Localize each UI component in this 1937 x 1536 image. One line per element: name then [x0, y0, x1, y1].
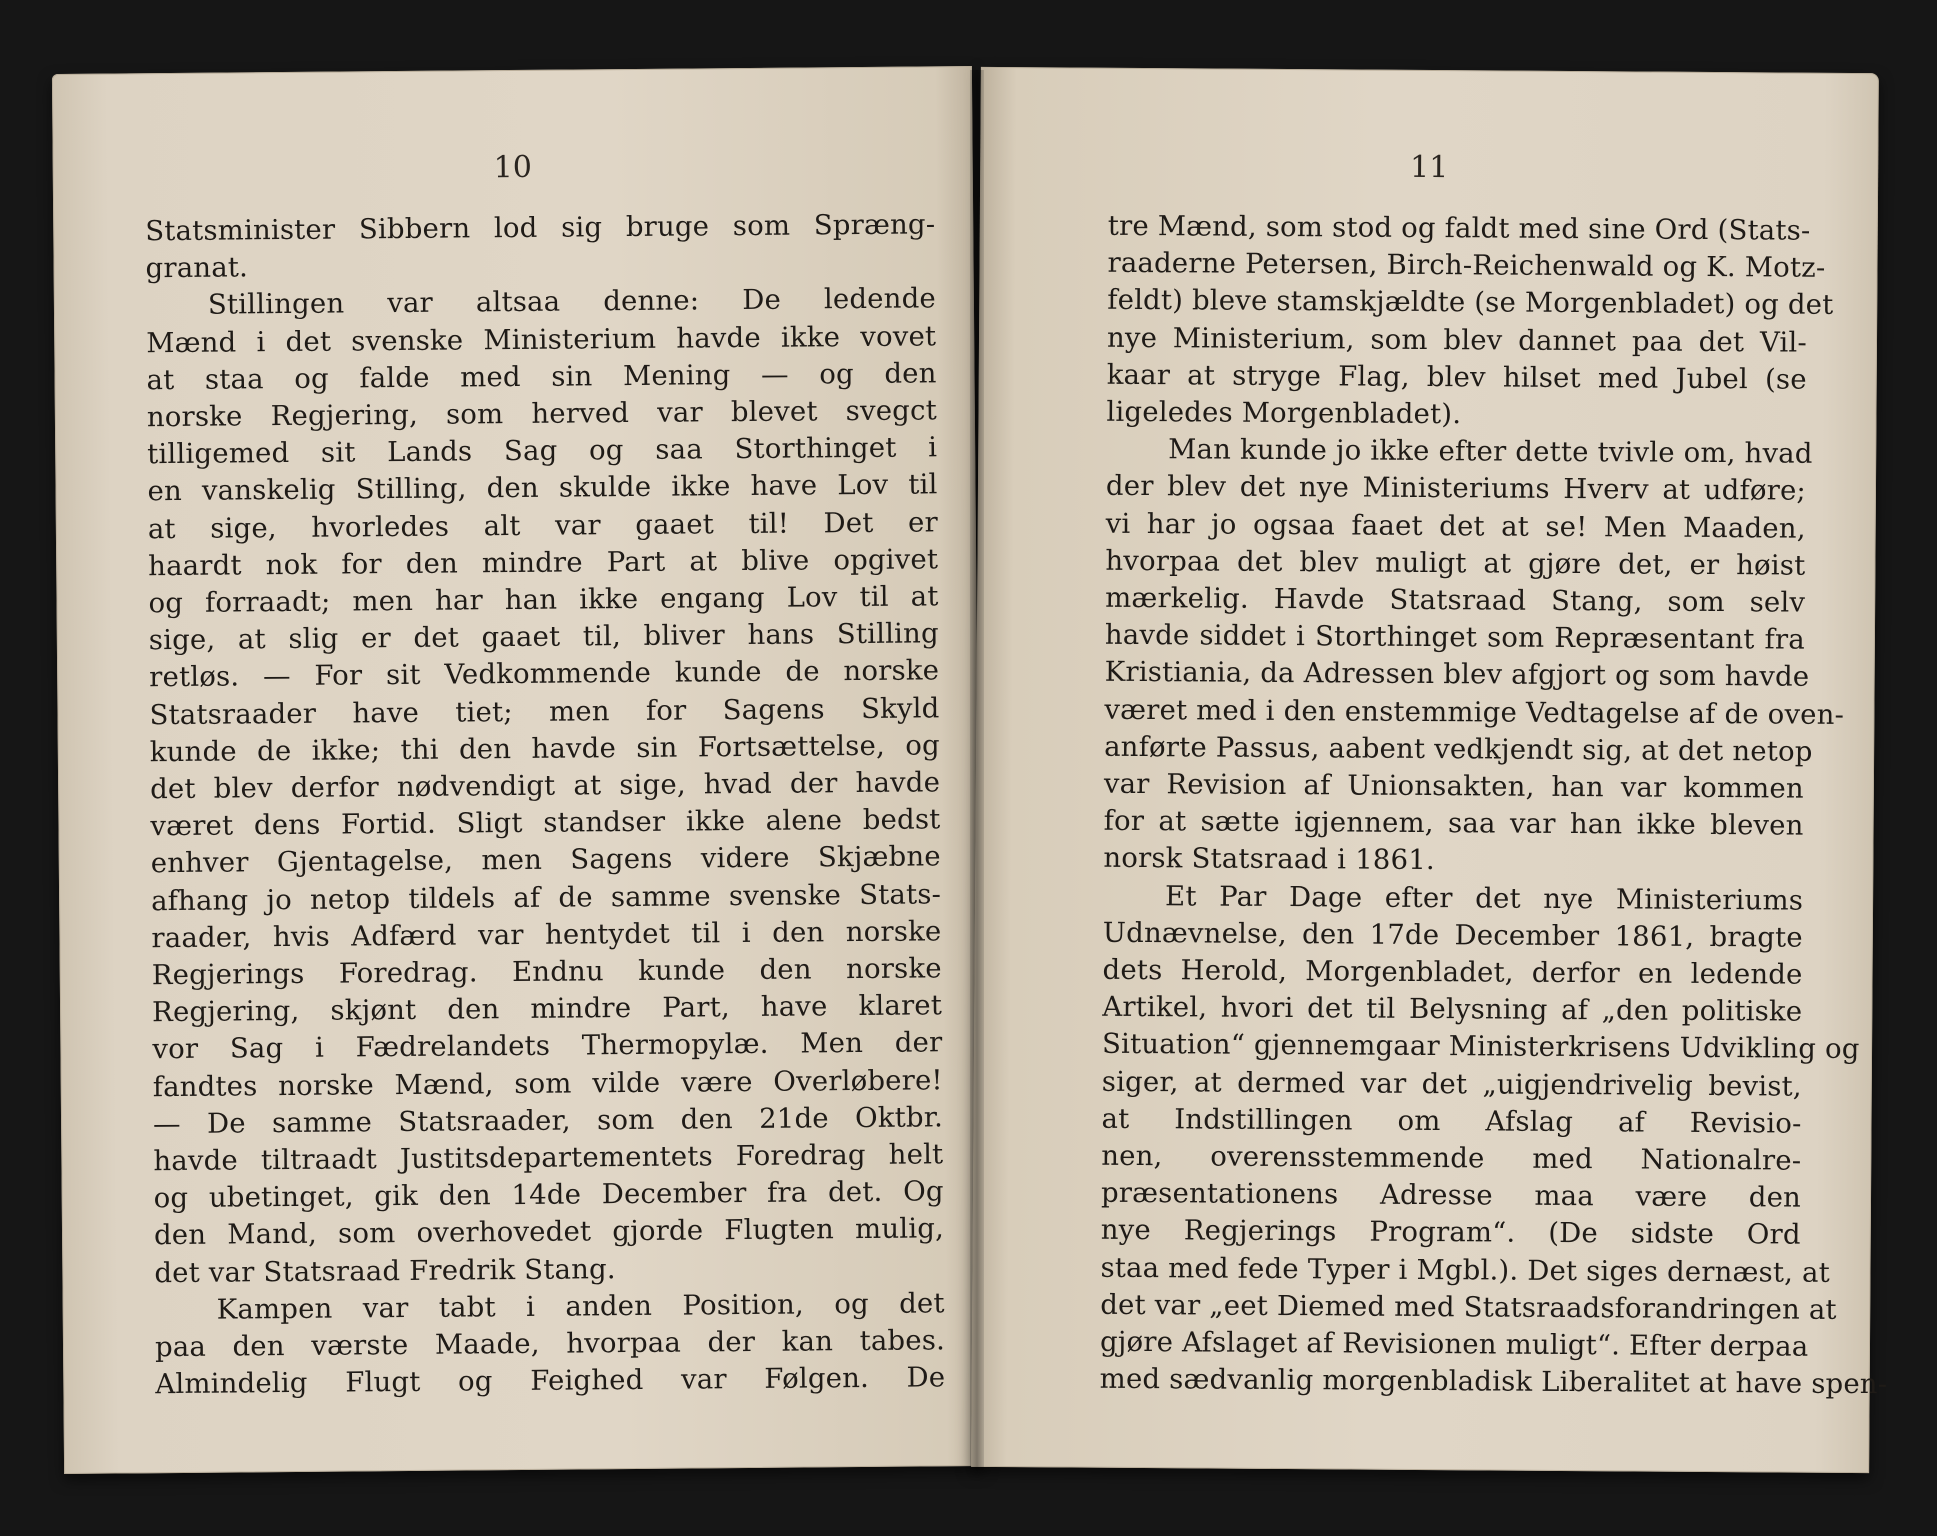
- text-line: afhang jo netop tildels af de samme svenske Stats-: [150, 877, 942, 917]
- text-line: det blev derfor nødvendigt at sige, hvad der havde: [150, 766, 941, 806]
- text-line: nye Regjerings Program“. (De sidste Ord: [1100, 1214, 1801, 1252]
- text-line: og forraadt; men har han ikke engang Lov til at: [148, 580, 939, 620]
- text-line: kunde de ikke; thi den havde sin Fortsættelse, og: [149, 729, 940, 769]
- page-number: 10: [493, 149, 532, 186]
- text-line: norske Regjering, som herved var blevet svegct: [146, 394, 938, 434]
- text-line: fandtes norske Mænd, som vilde være Overløbere!: [152, 1063, 943, 1103]
- text-line: raaderne Petersen, Birch-Reichenwald og K. Motz-: [1107, 246, 1826, 284]
- text-line: en vanskelig Stilling, den skulde ikke have Lov til: [147, 468, 938, 508]
- text-line: Kampen var tabt i anden Position, og det: [216, 1287, 945, 1326]
- text-line: Regjering, skjønt den mindre Part, have klaret: [151, 989, 943, 1029]
- text-line: og ubetinget, gik den 14de December fra det. Og: [153, 1175, 944, 1215]
- text-line: været dens Fortid. Sligt standser ikke alene bedst: [150, 803, 941, 843]
- text-line: raader, hvis Adfærd var hentydet til i den norske: [151, 915, 942, 955]
- text-line: med sædvanlig morgenbladisk Liberalitet at have spen-: [1099, 1363, 1888, 1401]
- text-line: Stillingen var altsaa denne: De ledende: [207, 282, 937, 322]
- text-line: norsk Statsraad i 1861.: [1103, 842, 1436, 877]
- text-line: kaar at stryge Flag, blev hilset med Jubel (se: [1106, 358, 1807, 396]
- text-line: ligeledes Morgenbladet).: [1106, 395, 1462, 431]
- text-line: granat.: [145, 251, 249, 285]
- right-page: [971, 67, 1888, 1473]
- text-line: for at sætte igjennem, saa var han ikke bleven: [1103, 805, 1804, 842]
- text-line: feldt) bleve stamskjældte (se Morgenbladet) og det: [1107, 284, 1834, 322]
- text-line: været med i den enstemmige Vedtagelse af de oven-: [1104, 693, 1845, 731]
- text-line: Et Par Dage efter det nye Ministeriums: [1165, 879, 1804, 917]
- text-line: Situation“ gjennemgaar Ministerkrisens Udvikling og: [1101, 1028, 1860, 1066]
- text-line: nen, overensstemmende med Nationalre-: [1101, 1139, 1802, 1177]
- text-line: den Mand, som overhovedet gjorde Flugten mulig,: [153, 1212, 945, 1252]
- text-line: — De samme Statsraader, som den 21de Oktbr.: [152, 1101, 944, 1141]
- text-line: dets Herold, Morgenbladet, derfor en ledende: [1102, 953, 1803, 991]
- text-line: siger, at dermed var det „uigjendrivelig bevist,: [1101, 1065, 1802, 1103]
- text-line: Statsminister Sibbern lod sig bruge som Spræng-: [145, 208, 936, 248]
- text-line: enhver Gjentagelse, men Sagens videre Skjæbne: [150, 840, 941, 880]
- text-line: tre Mænd, som stod og faldt med sine Ord (Stats-: [1107, 209, 1811, 247]
- book-gutter: [970, 70, 984, 1470]
- open-book: [58, 50, 1888, 1486]
- page-text: [1099, 208, 1888, 1403]
- text-line: Regjerings Foredrag. Endnu kunde den norske: [151, 952, 942, 992]
- text-line: at staa og falde med sin Mening — og den: [146, 357, 937, 397]
- text-line: vi har jo ogsaa faaet det at se! Men Maaden,: [1105, 507, 1806, 545]
- text-line: mærkelig. Havde Statsraad Stang, som selv: [1105, 581, 1806, 619]
- text-line: haardt nok for den mindre Part at blive opgivet: [148, 543, 939, 583]
- text-line: hvorpaa det blev muligt at gjøre det, er høist: [1105, 544, 1806, 582]
- text-line: nye Ministerium, som blev dannet paa det Vil-: [1106, 321, 1808, 359]
- text-line: Kristiania, da Adressen blev afgjort og som havde: [1104, 656, 1810, 694]
- text-line: Almindelig Flugt og Feighed var Følgen. De: [155, 1361, 946, 1401]
- text-line: gjøre Afslaget af Revisionen muligt“. Efter derpaa: [1099, 1325, 1809, 1363]
- text-line: der blev det nye Ministeriums Hverv at udføre;: [1105, 470, 1807, 508]
- text-line: Artikel, hvori det til Belysning af „den politiske: [1102, 991, 1803, 1028]
- text-line: at sige, hvorledes alt var gaaet til! Det er: [147, 505, 938, 545]
- text-line: Mænd i det svenske Ministerium havde ikke vovet: [146, 319, 937, 359]
- text-line: anførte Passus, aabent vedkjendt sig, at det netop: [1104, 730, 1813, 768]
- text-line: retløs. — For sit Vedkommende kunde de norske: [149, 654, 940, 694]
- text-line: staa med fede Typer i Mgbl.). Det siges dernæst, at: [1100, 1251, 1831, 1289]
- text-line: at Indstillingen om Afslag af Revisio-: [1101, 1102, 1802, 1140]
- text-line: præsentationens Adresse maa være den: [1100, 1177, 1802, 1214]
- page-text: [145, 206, 945, 1403]
- text-line: paa den værste Maade, hvorpaa der kan tabes.: [154, 1324, 946, 1364]
- text-line: Udnævnelse, den 17de December 1861, bragte: [1102, 916, 1803, 954]
- text-line: Man kunde jo ikke efter dette tvivle om, hvad: [1168, 433, 1813, 470]
- page-number: 11: [1409, 149, 1449, 186]
- text-line: det var Statsraad Fredrik Stang.: [154, 1252, 616, 1289]
- text-line: det var „eet Diemed med Statsraadsforandringen at: [1100, 1288, 1837, 1326]
- text-line: var Revision af Unionsakten, han var kommen: [1103, 767, 1804, 805]
- text-line: havde tiltraadt Justitsdepartementets Foredrag helt: [153, 1138, 944, 1178]
- text-line: Statsraader have tiet; men for Sagens Skyld: [149, 691, 940, 731]
- text-line: havde siddet i Storthinget som Repræsentant fra: [1104, 618, 1806, 656]
- text-line: sige, at slig er det gaaet til, bliver hans Stilling: [148, 617, 939, 657]
- text-line: tilligemed sit Lands Sag og saa Storthinget i: [147, 431, 938, 471]
- text-line: vor Sag i Fædrelandets Thermopylæ. Men der: [152, 1026, 943, 1066]
- left-page: [52, 66, 984, 1474]
